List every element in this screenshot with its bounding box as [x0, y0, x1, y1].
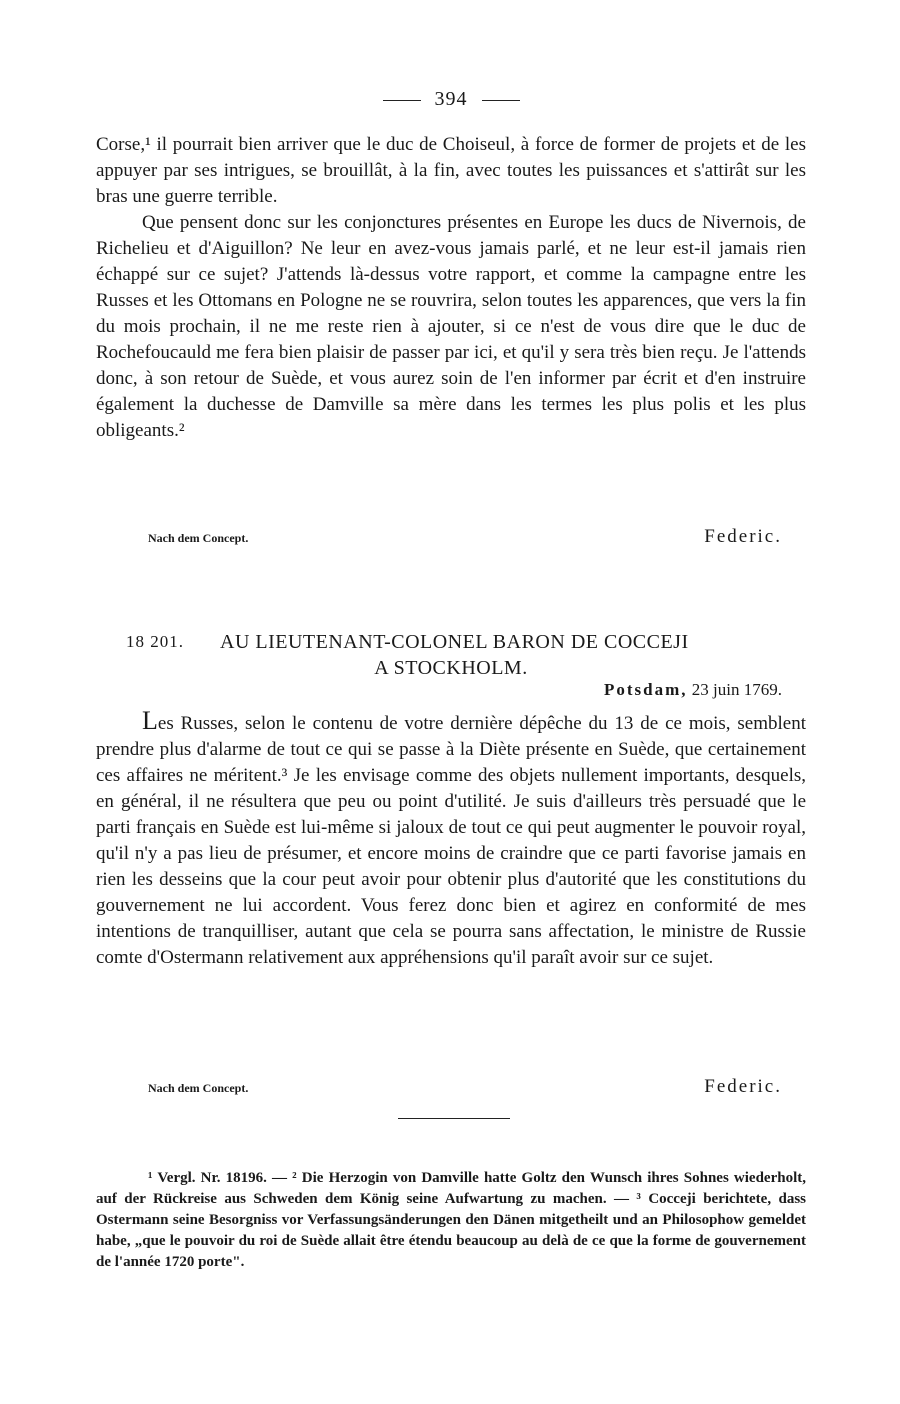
letter1-signature: Federic.: [704, 526, 782, 547]
letter2-dateline: [604, 680, 782, 700]
page-number-dash-left: [383, 100, 421, 101]
page-number-line: [96, 88, 806, 111]
letter2-place: Potsdam,: [604, 680, 688, 699]
letter1-closing: [96, 522, 806, 548]
footnotes: [96, 1168, 806, 1273]
letter1-paragraph-2: Que pensent donc sur les conjonctures présentes en Europe les ducs de Nivernois, de Richelieu et d'Aiguillon? Ne leur en avez-vous jamais parlé, et ne leur est-il jamais rien échappé sur ce sujet? J'attends là-dessus votre rapport, et comme la campagne entre les Russes et les Ottomans en Pologne ne se rouvrira, selon toutes les apparences, que vers la fin du mois prochain, il ne me reste rien à ajouter, si ce n'est de vous dire que le duc de Rochefoucauld me fera bien plaisir de passer par ici, et qu'il y sera très bien reçu. Je l'attends donc, à son retour de Suède, et vous aurez soin de l'en informer par écrit et d'en instruire également la duchesse de Damville sa mère dans les termes les plus polis et les plus obligeants.²: [96, 212, 806, 441]
page-number: 394: [434, 88, 468, 110]
letter2-heading-line2: A STOCKHOLM.: [374, 657, 528, 679]
letter2-closing: [96, 1072, 806, 1098]
letter2-date: 23 juin 1769.: [691, 680, 782, 699]
letter2-body: [96, 708, 806, 971]
letter2-source-note: Nach dem Concept.: [148, 1081, 249, 1095]
letter2-paragraph: [96, 708, 806, 971]
letter1-source-note: Nach dem Concept.: [148, 531, 249, 545]
letter2-initial: L: [142, 706, 158, 735]
footnote-rule: [398, 1118, 510, 1119]
letter2-number: 18 201.: [126, 632, 184, 651]
letter2-signature: Federic.: [704, 1076, 782, 1097]
letter1-body: [96, 132, 806, 444]
footnotes-text: ¹ Vergl. Nr. 18196. — ² Die Herzogin von Damville hatte Goltz den Wunsch ihres Sohnes wiederholt, auf der Rückreise aus Schweden dem König seine Aufwartung zu machen. — ³ Cocceji berichtete, dass Ostermann seine Besorgniss vor Verfassungsänderungen den Dänen mitgetheilt und an Philosophow gemeldet habe, „que le pouvoir du roi de Suède allait être étendu beaucoup au delà de ce que la forme de gouvernement de l'année 1720 porte".: [96, 1170, 806, 1270]
page-number-dash-right: [482, 100, 520, 101]
letter2-heading-line1: AU LIEUTENANT-COLONEL BARON DE COCCEJI: [220, 631, 689, 653]
letter2-text: es Russes, selon le contenu de votre dernière dépêche du 13 de ce mois, semblent prendre plus d'alarme de tout ce qui se passe à la Diète présente en Suède, que certainement ces affaires ne méritent.³ Je les envisage comme des objets nullement importants, desquels, en général, il ne résultera que peu ou point d'utilité. Je suis d'ailleurs très persuadé que le parti français en Suède est lui-même si jaloux de tout ce qui peut augmenter le pouvoir royal, qu'il n'y a pas lieu de présumer, et encore moins de craindre que ce parti favorise jamais en rien les desseins que la cour peut avoir pour obtenir plus d'autorité que les constitutions du gouvernement ne lui accordent. Vous ferez donc bien et agirez en conformité de mes intentions de tranquilliser, autant que cela se pourra sans affectation, le ministre de Russie comte d'Ostermann relativement aux appréhensions qu'il paraît avoir sur ce sujet.: [96, 713, 806, 968]
letter1-paragraph-1: Corse,¹ il pourrait bien arriver que le duc de Choiseul, à force de former de projets et de les appuyer par ses intrigues, se brouillât, à la fin, avec toutes les puissances et s'attirât sur les bras une guerre terrible.: [96, 134, 806, 207]
